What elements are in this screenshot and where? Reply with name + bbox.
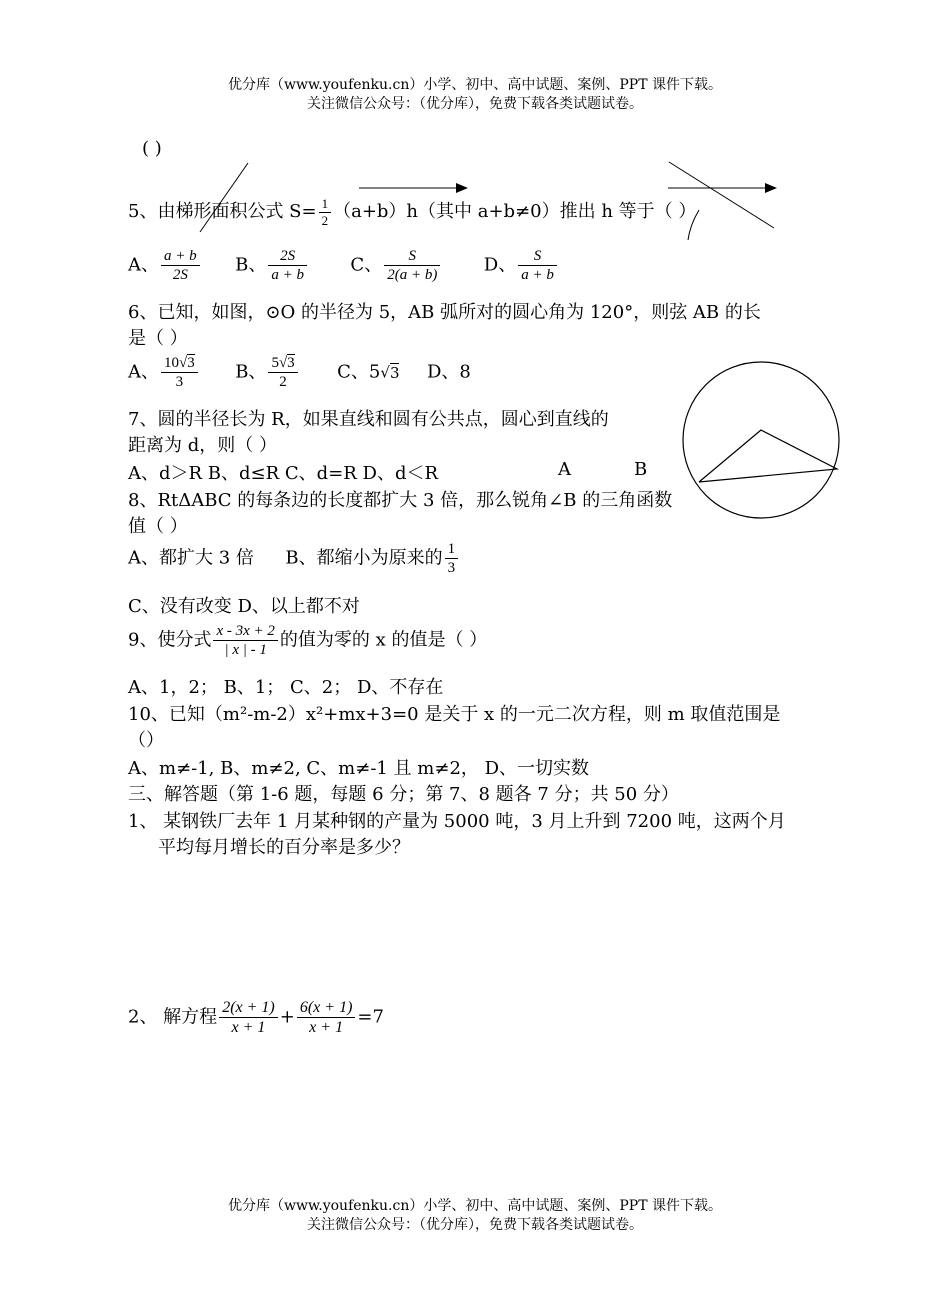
problem-2-f1-num: 2(x + 1) (219, 998, 278, 1018)
q6-options: A、 $\frac{10√3}{3}$ B、 $\frac{5√3}{2}$ C、5√3 D、8 (128, 355, 471, 390)
q5-optC-num: S (384, 247, 440, 266)
q5-optC-label: C、 (350, 254, 383, 276)
q5-optC-frac (384, 247, 440, 284)
q6-optB-label: B、 (235, 361, 267, 383)
q5-optA-num: a + b (161, 247, 200, 266)
q5-optD-label: D、 (483, 254, 517, 276)
q9-stem (128, 622, 487, 659)
q5-post: （a+b）h（其中 a+b≠0）推出 h 等于（ ） (333, 201, 697, 223)
q9-options: A、1，2； B、1； C、2； D、不存在 (128, 677, 444, 698)
figure-label-a: A (558, 459, 571, 480)
q5-optD-frac (518, 247, 557, 284)
q6-optB-num: 5√3 (268, 354, 297, 373)
q6-optC-rad: 3 (389, 363, 400, 382)
q5-pre: 5、由梯形面积公式 S= (128, 201, 317, 223)
header-line-2: 关注微信公众号：（优分库），免费下载各类试题试卷。 (307, 96, 643, 112)
paren-top: ( ) (142, 138, 162, 159)
problem-1-line-1: 1、 某钢铁厂去年 1 月某种钢的产量为 5000 吨，3 月上升到 7200 吨，这两个月 (128, 811, 786, 832)
problem-2-f2-num: 6(x + 1) (297, 998, 356, 1018)
circle-figure (680, 358, 850, 528)
q6-optB-rad: 3 (287, 355, 295, 371)
problem-2-frac-2 (297, 998, 356, 1037)
section3-title: 三、解答题（第 1-6 题，每题 6 分；第 7、8 题各 7 分；共 50 分） (128, 784, 679, 805)
q6-optA-rad: 3 (187, 355, 195, 371)
q5-optB-label: B、 (235, 254, 267, 276)
q6-optB-den: 2 (279, 374, 287, 390)
q8-line-1: 8、RtΔABC 的每条边的长度都扩大 3 倍，那么锐角∠B 的三角函数 (128, 490, 673, 511)
q6-optA-coef: 10 (164, 355, 179, 371)
half-den: 2 (321, 212, 329, 228)
q5-optD-num: S (518, 247, 557, 266)
q5-optA-frac (161, 247, 200, 284)
problem-2-post: =7 (357, 1006, 384, 1028)
q9-den: | x | - 1 (224, 642, 267, 658)
q6-optA-label: A、 (128, 361, 159, 383)
q9-num: x - 3x + 2 (213, 622, 277, 641)
q5-optA-den: 2S (172, 267, 188, 283)
q10-options: A、m≠-1, B、m≠2, C、m≠-1 且 m≠2， D、一切实数 (128, 758, 590, 779)
q5-optB-den: a + b (271, 267, 304, 283)
q6-line-2: 是（ ） (128, 328, 188, 349)
problem-1-line-2: 平均每月增长的百分率是多少？ (158, 837, 410, 858)
q6-optD: D、8 (426, 361, 471, 383)
third-den: 3 (447, 560, 456, 576)
problem-2-f1-den: x + 1 (231, 1019, 266, 1037)
q10-line-1: 10、已知（m²-m-2）x²+mx+3=0 是关于 x 的一元二次方程，则 m 取值范围是 (128, 704, 781, 725)
half-num: 1 (319, 196, 332, 213)
q5-optA-label: A、 (128, 254, 159, 276)
q9-pre: 9、使分式 (128, 629, 212, 651)
figure-label-b: B (634, 459, 648, 480)
arrow-right-head (765, 183, 777, 193)
triangle-chord (699, 430, 837, 482)
q5-optB-num: 2S (268, 247, 307, 266)
q10-line-2: （） (128, 730, 164, 751)
third-num: 1 (445, 540, 459, 559)
q7-line-1: 7、圆的半径长为 R，如果直线和圆有公共点，圆心到直线的 (128, 409, 609, 430)
q6-optB-coef: 5 (271, 355, 279, 371)
q8-line-2: 值（ ） (128, 516, 188, 537)
q9-fraction (213, 622, 277, 659)
arrow-left-head (456, 183, 468, 193)
problem-2-plus: + (279, 1006, 295, 1028)
problem-2-frac-1 (219, 998, 278, 1037)
circle-o (683, 362, 839, 518)
problem-2 (128, 998, 384, 1037)
q7-line-2: 距离为 d，则（ ） (128, 435, 277, 456)
header-line-1: 优分库（www.youfenku.cn）小学、初中、高中试题、案例、PPT 课件下载。 (227, 77, 722, 93)
q5-optD-den: a + b (521, 267, 554, 283)
q8-options-ab (128, 540, 460, 577)
third-fraction (445, 540, 459, 577)
q6-optA-frac (161, 354, 198, 391)
q5-optB-frac (268, 247, 307, 284)
footer-line-1: 优分库（www.youfenku.cn）小学、初中、高中试题、案例、PPT 课件下载。 (227, 1198, 722, 1214)
footer-line-2: 关注微信公众号：（优分库），免费下载各类试题试卷。 (307, 1217, 643, 1233)
q6-optA-num: 10√3 (161, 354, 198, 373)
q6-optC-label: C、5 (337, 361, 381, 383)
q5-stem (128, 196, 696, 228)
q8-optA: A、都扩大 3 倍 (128, 547, 254, 569)
problem-2-f2-den: x + 1 (309, 1019, 344, 1037)
q5-optC-den: 2(a + b) (387, 267, 438, 283)
q5-options (128, 247, 559, 284)
q6-optB-frac (268, 354, 297, 391)
q6-optA-den: 3 (175, 374, 184, 390)
q8-options-cd: C、没有改变 D、以上都不对 (128, 596, 360, 617)
half-fraction (319, 196, 332, 228)
problem-2-pre: 2、 解方程 (128, 1006, 218, 1028)
q9-post: 的值为零的 x 的值是（ ） (279, 629, 488, 651)
q7-options: A、d＞R B、d≤R C、d=R D、d＜R (128, 463, 439, 484)
q8-optB: B、都缩小为原来的 (285, 547, 443, 569)
q6-line-1: 6、已知，如图，⊙O 的半径为 5，AB 弧所对的圆心角为 120°，则弦 AB 的长 (128, 302, 761, 323)
